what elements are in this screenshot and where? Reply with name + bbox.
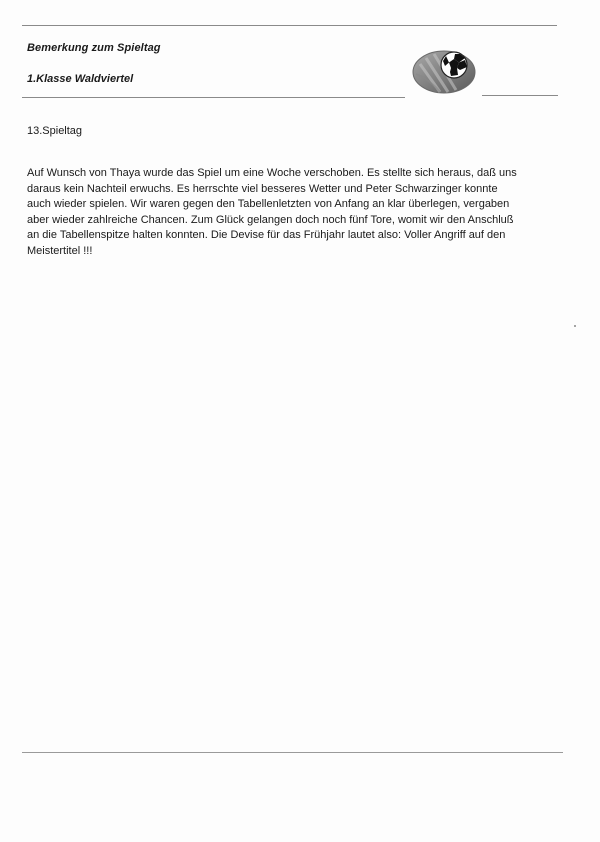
header-title: Bemerkung zum Spieltag [27,42,161,54]
scan-speck [574,325,576,327]
report-line: Auf Wunsch von Thaya wurde das Spiel um eine Woche verschoben. Es stellte sich heraus, daß uns [27,167,517,179]
header-bottom-rule-right [482,95,558,96]
report-line: aber wieder zahlreiche Chancen. Zum Glück gelangen doch noch fünf Tore, womit wir den Anschluß [27,213,514,226]
report-line: auch wieder spielen. Wir waren gegen den Tabellenletzten von Anfang an klar überlegen, vergaben [27,198,510,210]
report-paragraph [27,166,562,259]
soccer-ball-logo-icon [410,44,480,100]
header-subtitle: 1.Klasse Waldviertel [27,73,134,85]
footer-rule [22,752,563,753]
matchday-heading: 13.Spieltag [27,125,83,137]
report-line: Meistertitel !!! [27,244,93,257]
report-line: an die Tabellenspitze halten konnten. Die Devise für das Frühjahr lautet also: Voller Angriff auf den [27,229,506,241]
header-top-rule [22,25,557,26]
header-bottom-rule [22,97,405,98]
report-line: daraus kein Nachteil erwuchs. Es herrschte viel besseres Wetter und Peter Schwarzinger konnte [27,182,498,195]
